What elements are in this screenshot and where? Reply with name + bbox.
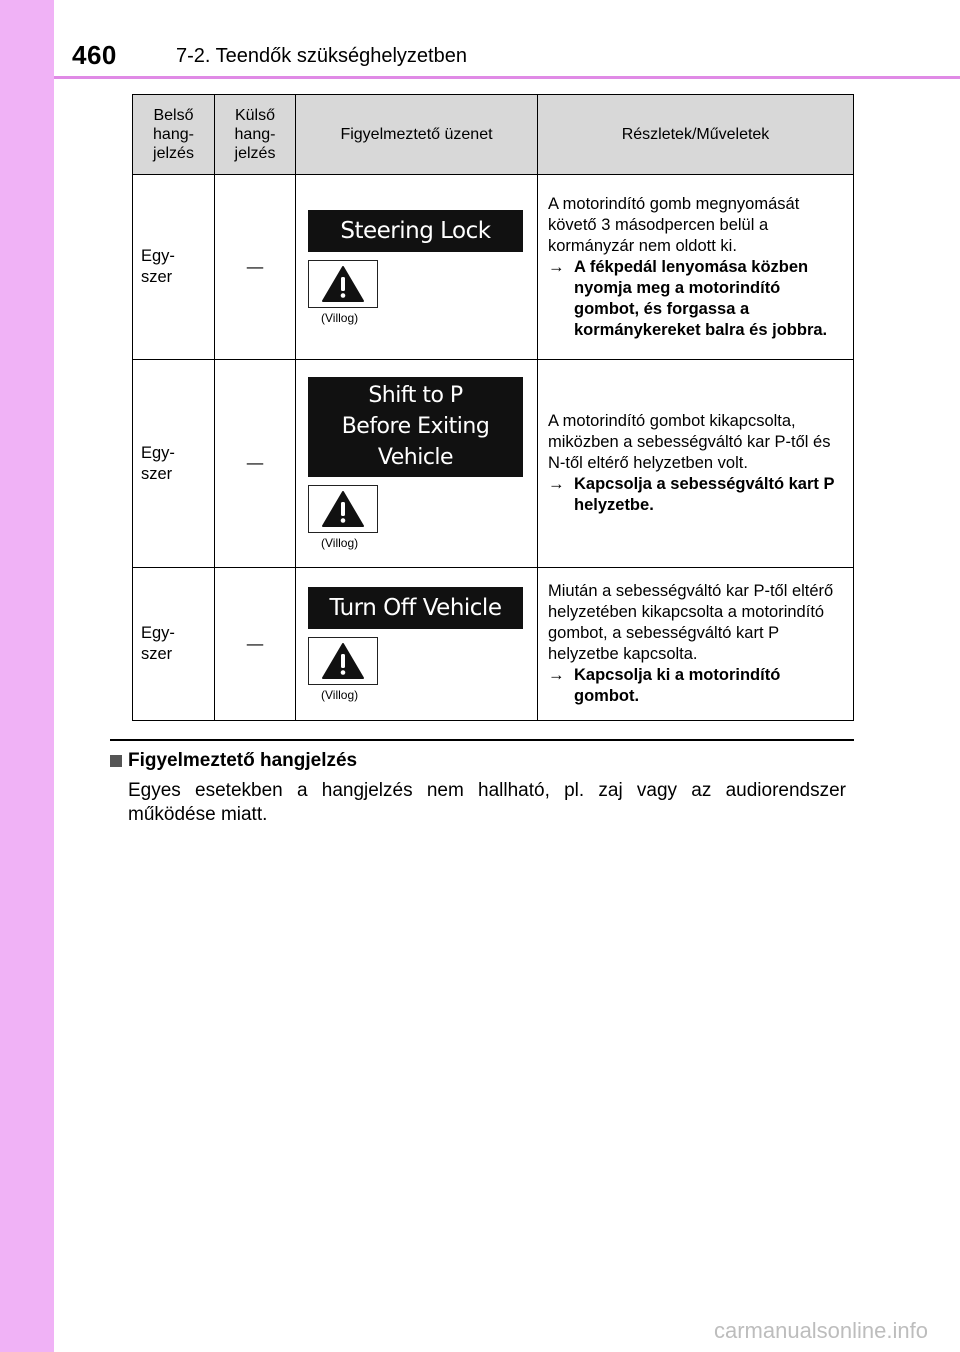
warning-triangle-icon: [308, 260, 378, 308]
arrow-icon: →: [548, 257, 565, 276]
column-header-warning-message: Figyelmeztető üzenet: [296, 95, 538, 175]
warning-triangle-icon: [308, 637, 378, 685]
warning-table: [132, 94, 854, 721]
details-cell: [538, 175, 854, 360]
arrow-icon: →: [548, 666, 565, 684]
header-rule: [54, 76, 960, 79]
external-buzzer-cell: —: [215, 360, 296, 568]
side-color-bar: [0, 0, 54, 1352]
section-heading: Figyelmeztető hangjelzés: [110, 750, 357, 772]
section-divider: [110, 739, 854, 741]
internal-buzzer-cell: Egy- szer: [133, 175, 215, 360]
warning-message-cell: [296, 175, 538, 360]
arrow-icon: →: [548, 475, 565, 493]
flash-label: (Villog): [321, 536, 359, 550]
column-header-details: Részletek/Műveletek: [538, 95, 854, 175]
table-row: [133, 360, 854, 568]
square-bullet-icon: [110, 755, 122, 767]
action-text: Kapcsolja a sebességváltó kart P helyzetbe.: [574, 475, 835, 514]
display-message-steering-lock: Steering Lock active: [308, 210, 523, 252]
internal-buzzer-cell: Egy- szer: [133, 360, 215, 568]
table-row: [133, 175, 854, 360]
section-body-text: Egyes esetekben a hangjelzés nem hallható, pl. zaj vagy az audiorendszer működése miatt.: [128, 780, 846, 825]
flash-label: (Villog): [321, 310, 359, 325]
details-cell: [538, 568, 854, 721]
details-cell: [538, 360, 854, 568]
detail-text: Miután a sebességváltó kar P-től eltérő helyzetében kikapcsolta a motorindító gombot, a sebességváltó kart P helyzetbe kapcsolta.: [548, 582, 834, 663]
external-buzzer-cell: —: [215, 568, 296, 721]
warning-message-cell: [296, 360, 538, 568]
external-buzzer-cell: —: [215, 175, 296, 360]
flash-label: (Villog): [321, 687, 359, 702]
warning-triangle-icon: [308, 485, 378, 533]
action-text: Kapcsolja ki a motorindító gombot.: [574, 666, 781, 705]
chapter-title: 7-2. Teendők szükséghelyzetben: [176, 45, 467, 67]
detail-text: A motorindító gomb megnyomását követő 3 másodpercen belül a kormányzár nem oldott ki.: [548, 194, 800, 255]
internal-buzzer-cell: Egy- szer: [133, 568, 215, 721]
column-header-external-buzzer: Külső hang- jelzés: [215, 95, 296, 175]
action-text: A fékpedál lenyomása közben nyomja meg a motorindító gombot, és forgassa a kormánykereket balra és jobbra.: [574, 257, 828, 339]
warning-message-cell: [296, 568, 538, 721]
page-number: 460: [72, 40, 117, 70]
column-header-internal-buzzer: Belső hang- jelzés: [133, 95, 215, 175]
detail-text: A motorindító gombot kikapcsolta, miközben a sebességváltó kar P-től és N-től eltérő helyzetben volt.: [548, 412, 831, 472]
watermark: carmanualsonline.info: [713, 1318, 928, 1343]
table-row: [133, 568, 854, 721]
table-header-row: [133, 95, 854, 175]
display-message-turn-off-vehicle: Turn Off Vehicle: [308, 587, 523, 629]
display-message-shift-to-p: Shift to P Before Exiting Vehicle: [308, 377, 523, 477]
